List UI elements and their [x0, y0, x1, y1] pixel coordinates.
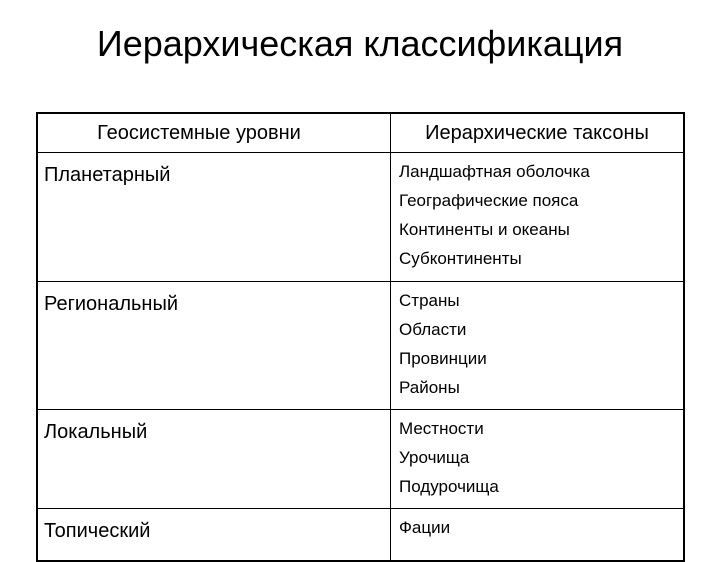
column-header-levels: Геосистемные уровни: [37, 113, 391, 153]
taxon-item: Местности: [399, 419, 484, 438]
table-header-row: [37, 113, 684, 153]
taxon-item: Ландшафтная оболочка: [399, 162, 590, 181]
taxon-item: Районы: [399, 378, 460, 397]
taxon-item: Страны: [399, 291, 460, 310]
table-row: [37, 282, 684, 410]
taxon-item: Континенты и океаны: [399, 220, 570, 239]
column-header-taxa: Иерархические таксоны: [425, 122, 649, 144]
classification-table: [36, 112, 685, 562]
taxa-cell: [391, 509, 685, 562]
taxon-item: Фации: [399, 518, 451, 537]
taxa-cell: [391, 282, 685, 410]
taxa-cell: [391, 410, 685, 509]
taxon-item: Субконтиненты: [399, 249, 522, 268]
table-row: [37, 153, 684, 282]
taxa-cell: [391, 153, 685, 282]
level-cell: Топический: [37, 509, 391, 562]
taxon-item: Области: [399, 320, 467, 339]
taxon-item: Географические пояса: [399, 191, 579, 210]
level-cell: Локальный: [37, 410, 391, 509]
page-title: Иерархическая классификация: [96, 23, 624, 64]
table-row: [37, 410, 684, 509]
level-cell: Планетарный: [37, 153, 391, 282]
table-row: [37, 509, 684, 562]
taxon-item: Провинции: [399, 349, 487, 368]
taxon-item: Подурочища: [399, 477, 499, 496]
level-cell: Региональный: [37, 282, 391, 410]
taxon-item: Урочища: [399, 448, 470, 467]
